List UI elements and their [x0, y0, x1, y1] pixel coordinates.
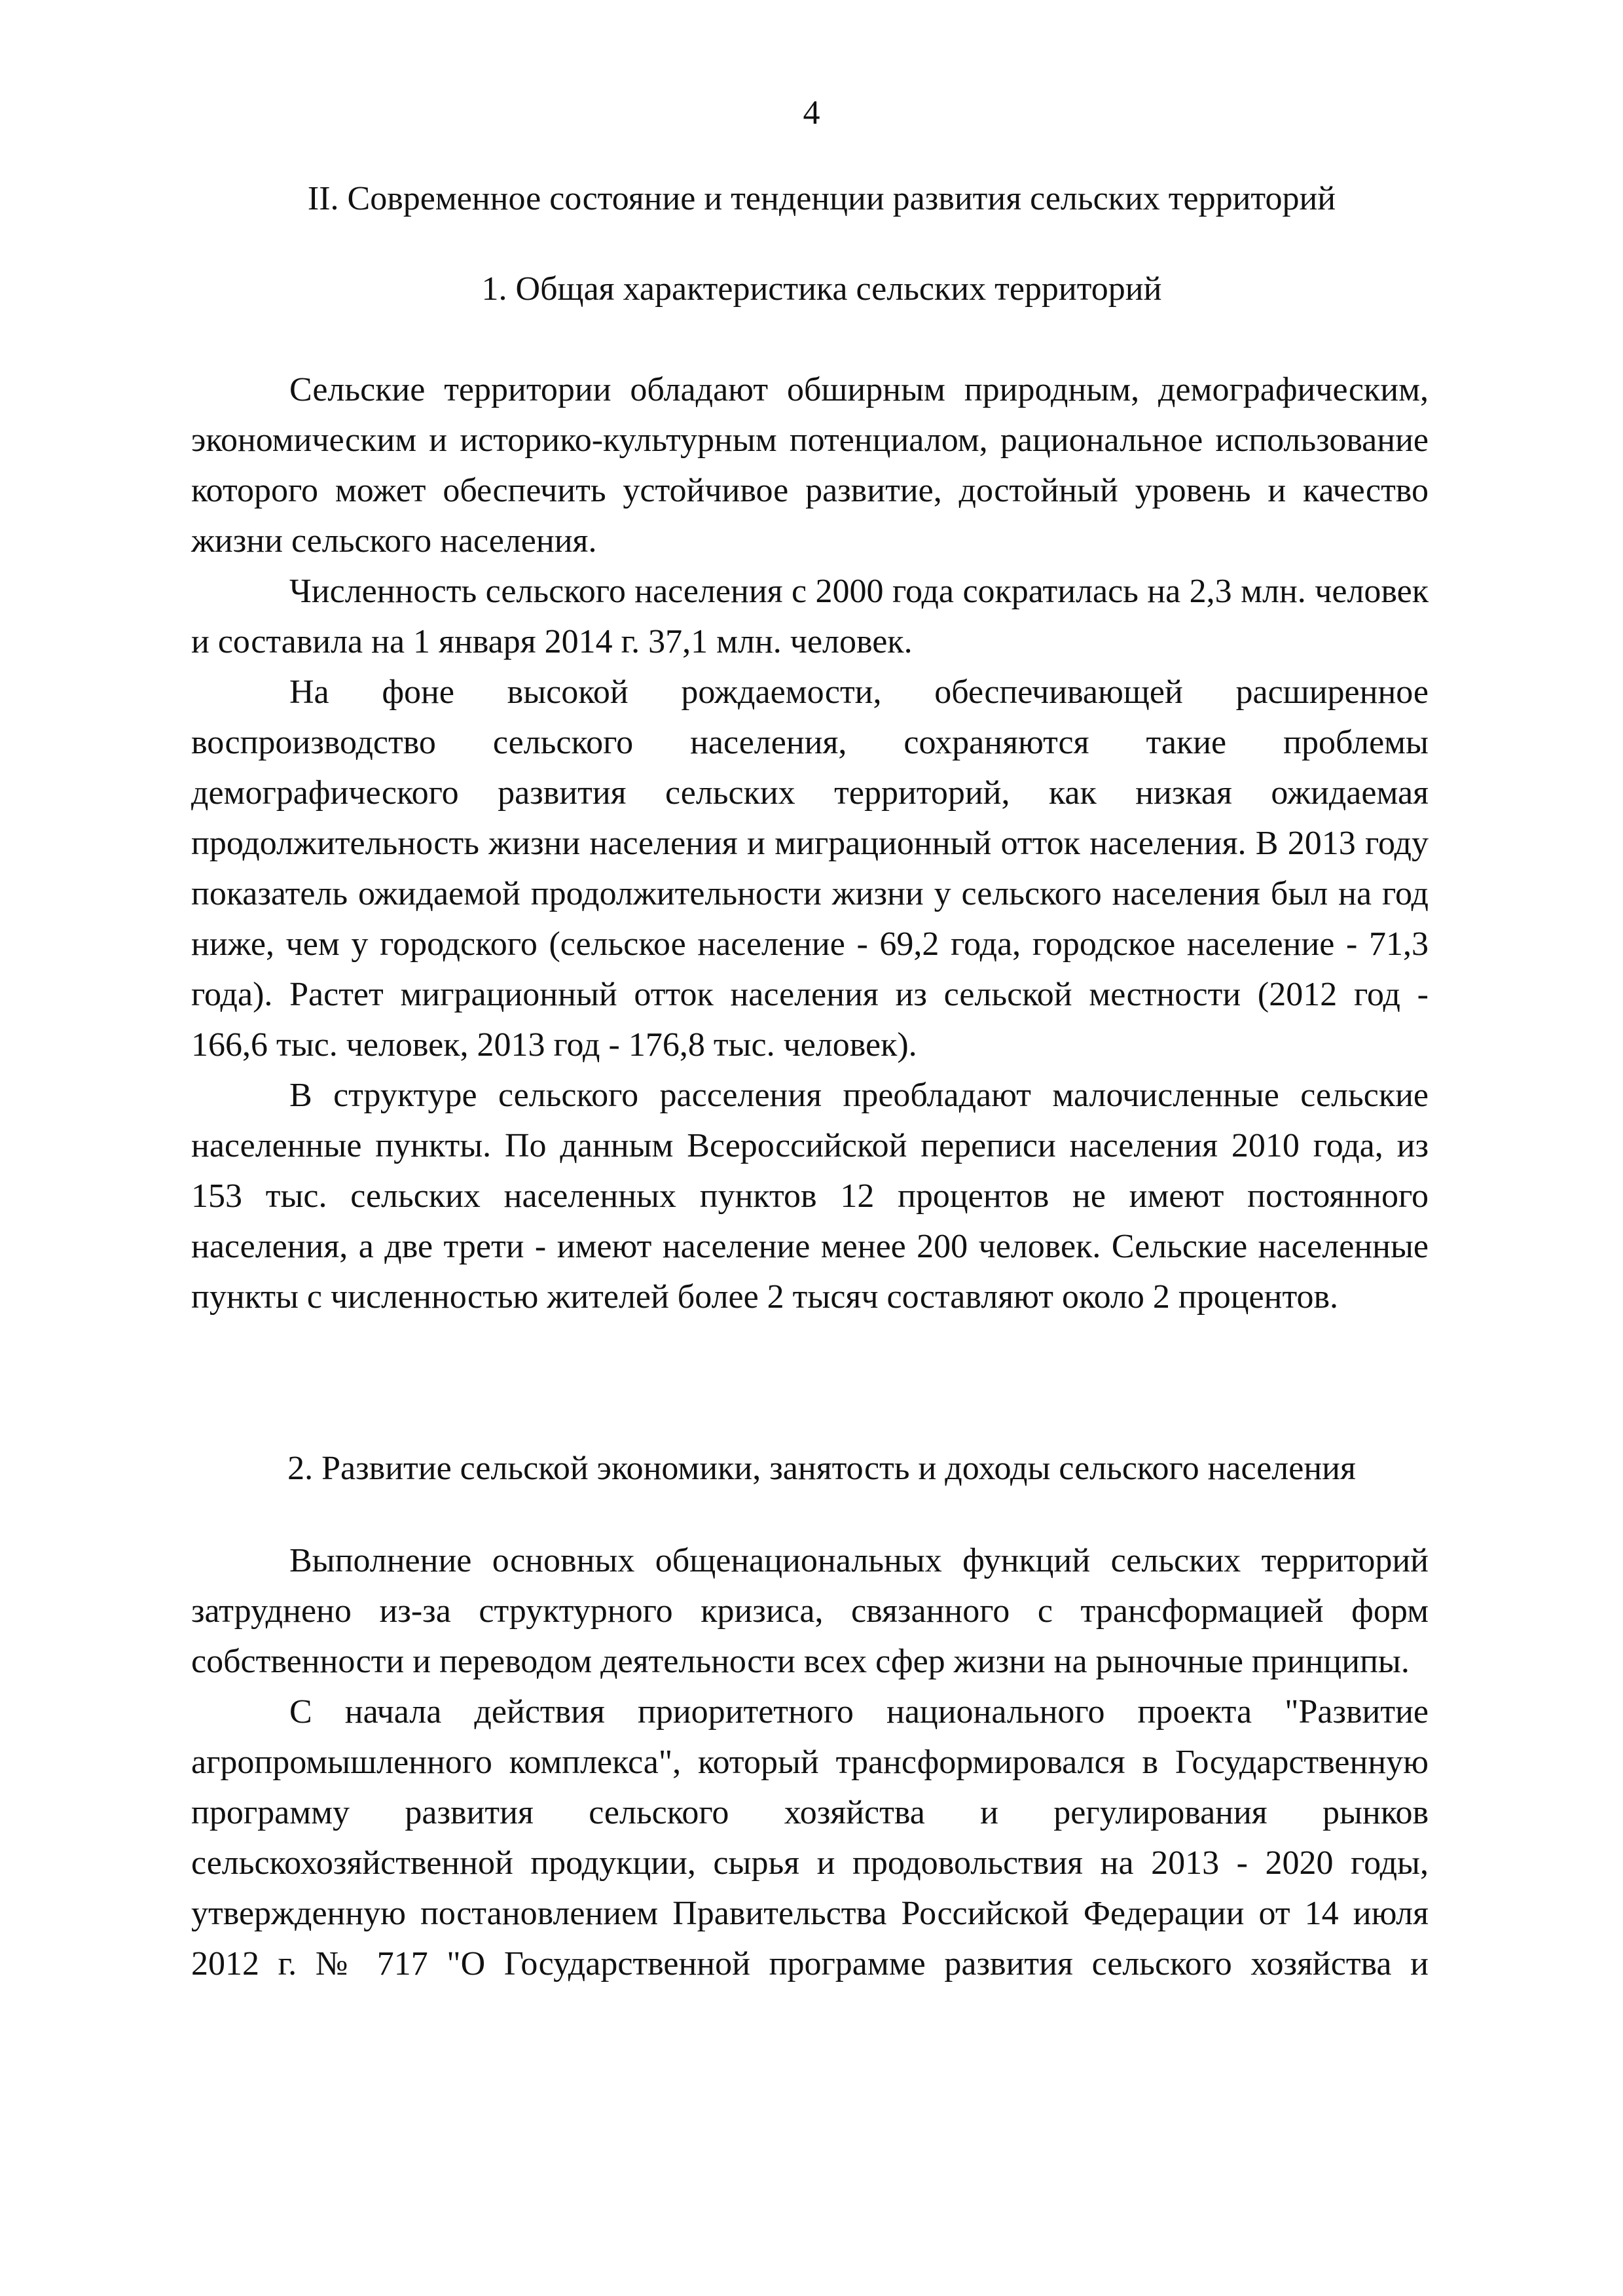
paragraph: Численность сельского населения с 2000 года сократилась на 2,3 млн. человек и составила на 1 января 2014 г. 37,1 млн. человек. — [191, 573, 1429, 660]
paragraph: Выполнение основных общенациональных функций сельских территорий затруднено из-за структурного кризиса, связанного с трансформацией форм собственности и переводом деятельности всех сфер жизни на рыночные принципы. — [191, 1542, 1429, 1680]
page-number: 4 — [803, 94, 820, 132]
section-title: II. Современное состояние и тенденции развития сельских территорий — [307, 180, 1336, 217]
subsection-2-title: 2. Развитие сельской экономики, занятость и доходы сельского населения — [287, 1450, 1356, 1487]
subsection-1-title: 1. Общая характеристика сельских территорий — [481, 270, 1162, 308]
paragraph: Сельские территории обладают обширным природным, демографическим, экономическим и историко-культурным потенциалом, рациональное использование которого может обеспечить устойчивое развитие, достойный уровень и качество жизни сельского населения. — [191, 371, 1429, 560]
paragraph: На фоне высокой рождаемости, обеспечивающей расширенное воспроизводство сельского населения, сохраняются такие проблемы демографического развития сельских территорий, как низкая ожидаемая продолжительность жизни населения и миграционный отток населения. В 2013 году показатель ожидаемой продолжительности жизни у сельского населения был на год ниже, чем у городского (сельское население - 69,2 года, городское население - 71,3 года). Растет миграционный отток населения из сельской местности (2012 год - 166,6 тыс. человек, 2013 год - 176,8 тыс. человек). — [191, 673, 1429, 1064]
subsection-2-body — [191, 1535, 1429, 1989]
paragraph: С начала действия приоритетного национального проекта "Развитие агропромышленного комплекса", который трансформировался в Государственную программу развития сельского хозяйства и регулирования рынков сельскохозяйственной продукции, сырья и продовольствия на 2013 - 2020 годы, утвержденную постановлением Правительства Российской Федерации от 14 июля 2012 г. № 717 "О Государственной программе развития сельского хозяйства и — [191, 1693, 1429, 1982]
paragraph: В структуре сельского расселения преобладают малочисленные сельские населенные пункты. По данным Всероссийской переписи населения 2010 года, из 153 тыс. сельских населенных пунктов 12 процентов не имеют постоянного населения, а две трети - имеют население менее 200 человек. Сельские населенные пункты с численностью жителей более 2 тысяч составляют около 2 процентов. — [191, 1077, 1429, 1316]
subsection-1-body — [191, 365, 1429, 1322]
